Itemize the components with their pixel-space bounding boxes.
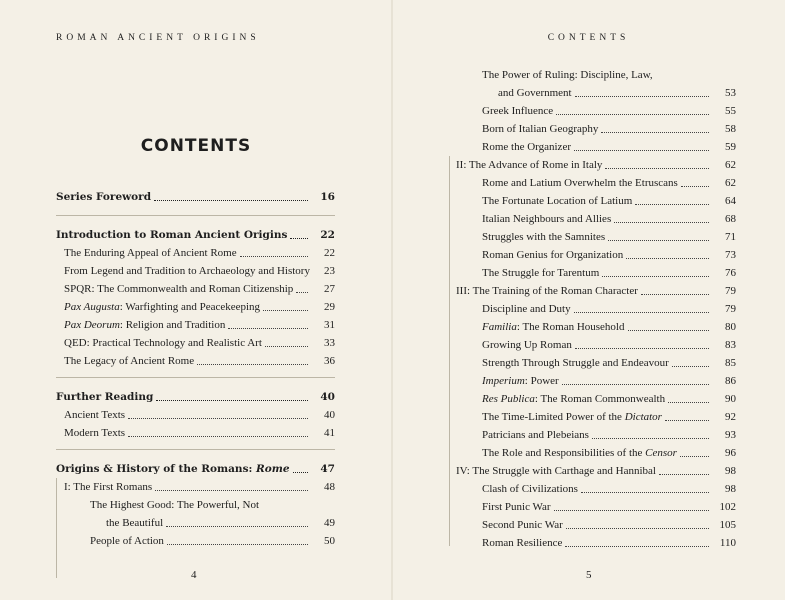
leader-dots: [614, 222, 709, 223]
leader-dots: [167, 544, 308, 545]
toc-left-entry: [56, 226, 335, 244]
entry-title-text: The Highest Good: The Powerful, Not: [90, 499, 260, 511]
entry-page-number: 96: [725, 447, 736, 459]
entry-title: [482, 174, 678, 192]
entry-title-text: The Power of Ruling: Discipline, Law,: [482, 69, 653, 81]
entry-title-text: Born of Italian Geography: [482, 123, 599, 135]
leader-dots: [605, 168, 709, 169]
toc-left-entry: [56, 406, 335, 424]
entry-page-number: 33: [324, 337, 335, 349]
contents-title: CONTENTS: [140, 136, 252, 156]
leader-dots: [265, 346, 308, 347]
leader-dots: [290, 238, 308, 239]
entry-title: [64, 316, 225, 334]
entry-title: [64, 334, 262, 352]
toc-right-entry: [456, 480, 736, 498]
entry-title-text: QED: Practical Technology and Realistic Art: [64, 337, 262, 349]
entry-title-text: The Legacy of Ancient Rome: [64, 355, 195, 367]
toc-left-entry: [56, 298, 335, 316]
folio-left: 4: [191, 569, 197, 581]
entry-title: [106, 514, 163, 532]
entry-page-number: 48: [324, 481, 335, 493]
entry-title: [482, 354, 669, 372]
leader-dots: [296, 292, 308, 293]
toc-right-entry: [456, 102, 736, 120]
entry-page-number: 102: [719, 501, 736, 513]
entry-title: [482, 138, 571, 156]
entry-page-number: 59: [725, 141, 736, 153]
leader-dots: [240, 256, 308, 257]
toc-right-entry: [456, 300, 736, 318]
toc-right-entry: [456, 534, 736, 552]
leader-dots: [556, 114, 709, 115]
entry-title-text: From Legend and Tradition to Archaeology and History: [64, 265, 310, 277]
left-page: [0, 0, 392, 600]
toc-left-entry: [56, 316, 335, 334]
leader-dots: [574, 150, 709, 151]
entry-title-text: Italian Neighbours and Allies: [482, 213, 612, 225]
entry-page-number: 40: [320, 391, 335, 403]
entry-title-text: Modern Texts: [64, 427, 126, 439]
leader-dots: [628, 330, 710, 331]
entry-title: [482, 66, 653, 84]
entry-title-text: Rome and Latium Overwhelm the Etruscans: [482, 177, 678, 189]
toc-right-entry: [456, 498, 736, 516]
entry-title-text: The Fortunate Location of Latium: [482, 195, 633, 207]
entry-title-italic: Dictator: [624, 411, 662, 423]
entry-title: [456, 282, 638, 300]
toc-right-entry: [456, 264, 736, 282]
entry-title-italic: Res Publica: [482, 393, 535, 405]
leader-dots: [154, 200, 308, 201]
entry-title: [482, 372, 559, 390]
leader-dots: [668, 402, 709, 403]
leader-dots: [228, 328, 308, 329]
entry-title-text: Discipline and Duty: [482, 303, 571, 315]
toc-left-entry: [56, 424, 335, 442]
entry-title: [482, 444, 677, 462]
entry-title-text: Greek Influence: [482, 105, 554, 117]
entry-title-text: SPQR: The Commonwealth and Roman Citizenship: [64, 283, 294, 295]
entry-page-number: 62: [725, 159, 736, 171]
leader-dots: [155, 490, 308, 491]
entry-title: [482, 102, 553, 120]
toc-right-entry: [456, 246, 736, 264]
entry-page-number: 80: [725, 321, 736, 333]
entry-page-number: 53: [725, 87, 736, 99]
entry-page-number: 31: [324, 319, 335, 331]
entry-title: [482, 534, 562, 552]
entry-page-number: 71: [725, 231, 736, 243]
leader-dots: [128, 418, 308, 419]
leader-dots: [626, 258, 709, 259]
entry-page-number: 41: [324, 427, 335, 439]
entry-page-number: 29: [324, 301, 335, 313]
running-head-left: ROMAN ANCIENT ORIGINS: [56, 33, 260, 43]
entry-page-number: 55: [725, 105, 736, 117]
entry-title: [482, 300, 571, 318]
leader-dots: [263, 310, 308, 311]
entry-title-text: Introduction to Roman Ancient Origins: [56, 229, 288, 241]
entry-title: [56, 388, 153, 406]
entry-page-number: 92: [725, 411, 736, 423]
leader-dots: [562, 384, 709, 385]
toc-right-entry: [456, 444, 736, 462]
toc-right-entry: [456, 372, 736, 390]
entry-page-number: 105: [719, 519, 736, 531]
toc-right-entry: [456, 192, 736, 210]
entry-page-number: 98: [725, 483, 736, 495]
toc-right-entry: [456, 138, 736, 156]
leader-dots: [575, 348, 709, 349]
entry-title-italic: Rome: [256, 463, 290, 475]
entry-title: [482, 120, 598, 138]
entry-title: [64, 478, 152, 496]
leader-dots: [641, 294, 709, 295]
entry-title-text: Roman Resilience: [482, 537, 563, 549]
toc-left-entry: [56, 352, 335, 370]
entry-title: [64, 262, 310, 280]
entry-title: [482, 516, 563, 534]
entry-page-number: 85: [725, 357, 736, 369]
entry-title-text: Second Punic War: [482, 519, 563, 531]
section-rule: [56, 449, 335, 450]
toc-right-entry: [456, 318, 736, 336]
entry-title: [498, 84, 572, 102]
entry-page-number: 73: [725, 249, 736, 261]
entry-title-text: III: The Training of the Roman Character: [456, 285, 638, 297]
chapter-indent-rule: [56, 478, 57, 578]
entry-title-text: Series Foreword: [56, 191, 152, 203]
toc-left-entry: [56, 478, 335, 496]
toc-right-entry: [456, 156, 736, 174]
toc-left-entry: [56, 244, 335, 262]
toc-right-entry: [456, 84, 736, 102]
entry-title: [482, 192, 632, 210]
entry-title: [482, 264, 599, 282]
entry-title: [90, 532, 164, 550]
entry-title-text: Roman Genius for Organization: [482, 249, 624, 261]
toc-right-entry: [456, 426, 736, 444]
entry-title-italic: Imperium: [482, 375, 525, 387]
section-rule: [56, 377, 335, 378]
leader-dots: [574, 312, 709, 313]
leader-dots: [635, 204, 709, 205]
toc-right-entry: [456, 174, 736, 192]
toc-left-entry: [56, 532, 335, 550]
toc-right-entry: [456, 408, 736, 426]
leader-dots: [681, 186, 709, 187]
toc-right-entry: [456, 210, 736, 228]
entry-page-number: 64: [725, 195, 736, 207]
entry-page-number: 22: [320, 229, 335, 241]
entry-title: [482, 498, 551, 516]
entry-title-text: The Enduring Appeal of Ancient Rome: [64, 247, 237, 259]
toc-right-entry: [456, 120, 736, 138]
entry-page-number: 22: [324, 247, 335, 259]
entry-title-text: Rome the Organizer: [482, 141, 571, 153]
toc-right-list: [456, 66, 736, 552]
leader-dots: [128, 436, 308, 437]
entry-title-text: I: The First Romans: [64, 481, 153, 493]
toc-left-entry: [56, 514, 335, 532]
entry-page-number: 86: [725, 375, 736, 387]
toc-left-entry: [56, 460, 335, 478]
entry-page-number: 40: [324, 409, 335, 421]
leader-dots: [554, 510, 709, 511]
entry-title-text: and Government: [498, 87, 572, 99]
entry-page-number: 27: [324, 283, 335, 295]
toc-right-entry: [456, 228, 736, 246]
leader-dots: [602, 276, 709, 277]
entry-page-number: 110: [719, 537, 736, 549]
entry-page-number: 23: [324, 265, 335, 277]
entry-page-number: 68: [725, 213, 736, 225]
entry-title-text: : Warfighting and Peacekeeping: [119, 301, 261, 313]
toc-right-entry: [456, 336, 736, 354]
entry-title-text: Growing Up Roman: [482, 339, 572, 351]
leader-dots: [601, 132, 709, 133]
leader-dots: [197, 364, 308, 365]
entry-page-number: 47: [320, 463, 335, 475]
leader-dots: [293, 472, 308, 473]
leader-dots: [672, 366, 709, 367]
entry-title-italic: Pax Augusta: [64, 301, 120, 313]
leader-dots: [680, 456, 709, 457]
toc-right-entry: [456, 66, 736, 84]
leader-dots: [592, 438, 709, 439]
entry-title: [482, 246, 623, 264]
leader-dots: [575, 96, 709, 97]
entry-title: [90, 496, 259, 514]
leader-dots: [166, 526, 308, 527]
entry-title-text: Strength Through Struggle and Endeavour: [482, 357, 669, 369]
entry-title-text: II: The Advance of Rome in Italy: [456, 159, 603, 171]
entry-page-number: 62: [725, 177, 736, 189]
entry-page-number: 93: [725, 429, 736, 441]
entry-title-italic: Familia: [482, 321, 517, 333]
toc-right-entry: [456, 516, 736, 534]
entry-title: [64, 244, 237, 262]
toc-right-entry: [456, 354, 736, 372]
leader-dots: [659, 474, 709, 475]
entry-title-text: People of Action: [90, 535, 164, 547]
entry-title-text: Patricians and Plebeians: [482, 429, 589, 441]
entry-title: [482, 480, 578, 498]
leader-dots: [156, 400, 308, 401]
entry-title: [56, 460, 290, 478]
entry-page-number: 50: [324, 535, 335, 547]
entry-title: [64, 424, 125, 442]
entry-title-text: Ancient Texts: [64, 409, 126, 421]
leader-dots: [565, 546, 709, 547]
entry-title-text: Further Reading: [56, 391, 154, 403]
entry-page-number: 36: [324, 355, 335, 367]
entry-title-italic: Censor: [645, 447, 677, 459]
leader-dots: [608, 240, 709, 241]
entry-title-italic: Pax Deorum: [64, 319, 120, 331]
toc-right-entry: [456, 282, 736, 300]
toc-left-entry: [56, 496, 335, 514]
entry-title-text: : The Roman Commonwealth: [534, 393, 666, 405]
entry-title-text: : Religion and Tradition: [119, 319, 226, 331]
right-page: [392, 0, 785, 600]
entry-title-text: : The Roman Household: [516, 321, 625, 333]
entry-title-text: The Time-Limited Power of the: [482, 411, 625, 423]
entry-page-number: 49: [324, 517, 335, 529]
entry-page-number: 90: [725, 393, 736, 405]
entry-page-number: 76: [725, 267, 736, 279]
entry-title-text: Clash of Civilizations: [482, 483, 578, 495]
toc-right-entry: [456, 462, 736, 480]
entry-title-text: IV: The Struggle with Carthage and Hannibal: [456, 465, 656, 477]
toc-left-entry: [56, 388, 335, 406]
toc-left-entry: [56, 280, 335, 298]
leader-dots: [665, 420, 709, 421]
entry-title: [64, 406, 125, 424]
entry-title: [64, 298, 260, 316]
entry-title: [482, 336, 572, 354]
entry-page-number: 79: [725, 303, 736, 315]
toc-right-entry: [456, 390, 736, 408]
toc-left-entry: [56, 262, 335, 280]
entry-title-text: First Punic War: [482, 501, 551, 513]
entry-title: [56, 188, 151, 206]
entry-title: [482, 390, 665, 408]
chapter-indent-rule: [449, 156, 450, 546]
entry-title: [482, 318, 625, 336]
running-head-right: CONTENTS: [547, 33, 630, 43]
toc-left-entry: [56, 188, 335, 206]
entry-title: [482, 426, 589, 444]
toc-left-entry: [56, 334, 335, 352]
entry-title: [482, 408, 662, 426]
leader-dots: [566, 528, 709, 529]
toc-left-list: [56, 188, 335, 550]
entry-title: [456, 156, 602, 174]
entry-page-number: 83: [725, 339, 736, 351]
entry-page-number: 16: [320, 191, 335, 203]
folio-right: 5: [586, 569, 592, 581]
entry-title-text: The Role and Responsibilities of the: [482, 447, 646, 459]
entry-title: [56, 226, 287, 244]
entry-page-number: 79: [725, 285, 736, 297]
entry-title: [482, 228, 605, 246]
section-rule: [56, 215, 335, 216]
entry-title: [64, 352, 194, 370]
entry-page-number: 98: [725, 465, 736, 477]
entry-title: [64, 280, 293, 298]
entry-title-text: The Struggle for Tarentum: [482, 267, 600, 279]
entry-title: [482, 210, 611, 228]
entry-title: [456, 462, 656, 480]
leader-dots: [581, 492, 709, 493]
entry-title-text: the Beautiful: [106, 517, 164, 529]
entry-title-text: Struggles with the Samnites: [482, 231, 606, 243]
entry-page-number: 58: [725, 123, 736, 135]
entry-title-text: Origins & History of the Romans:: [56, 463, 257, 475]
entry-title-text: : Power: [524, 375, 559, 387]
